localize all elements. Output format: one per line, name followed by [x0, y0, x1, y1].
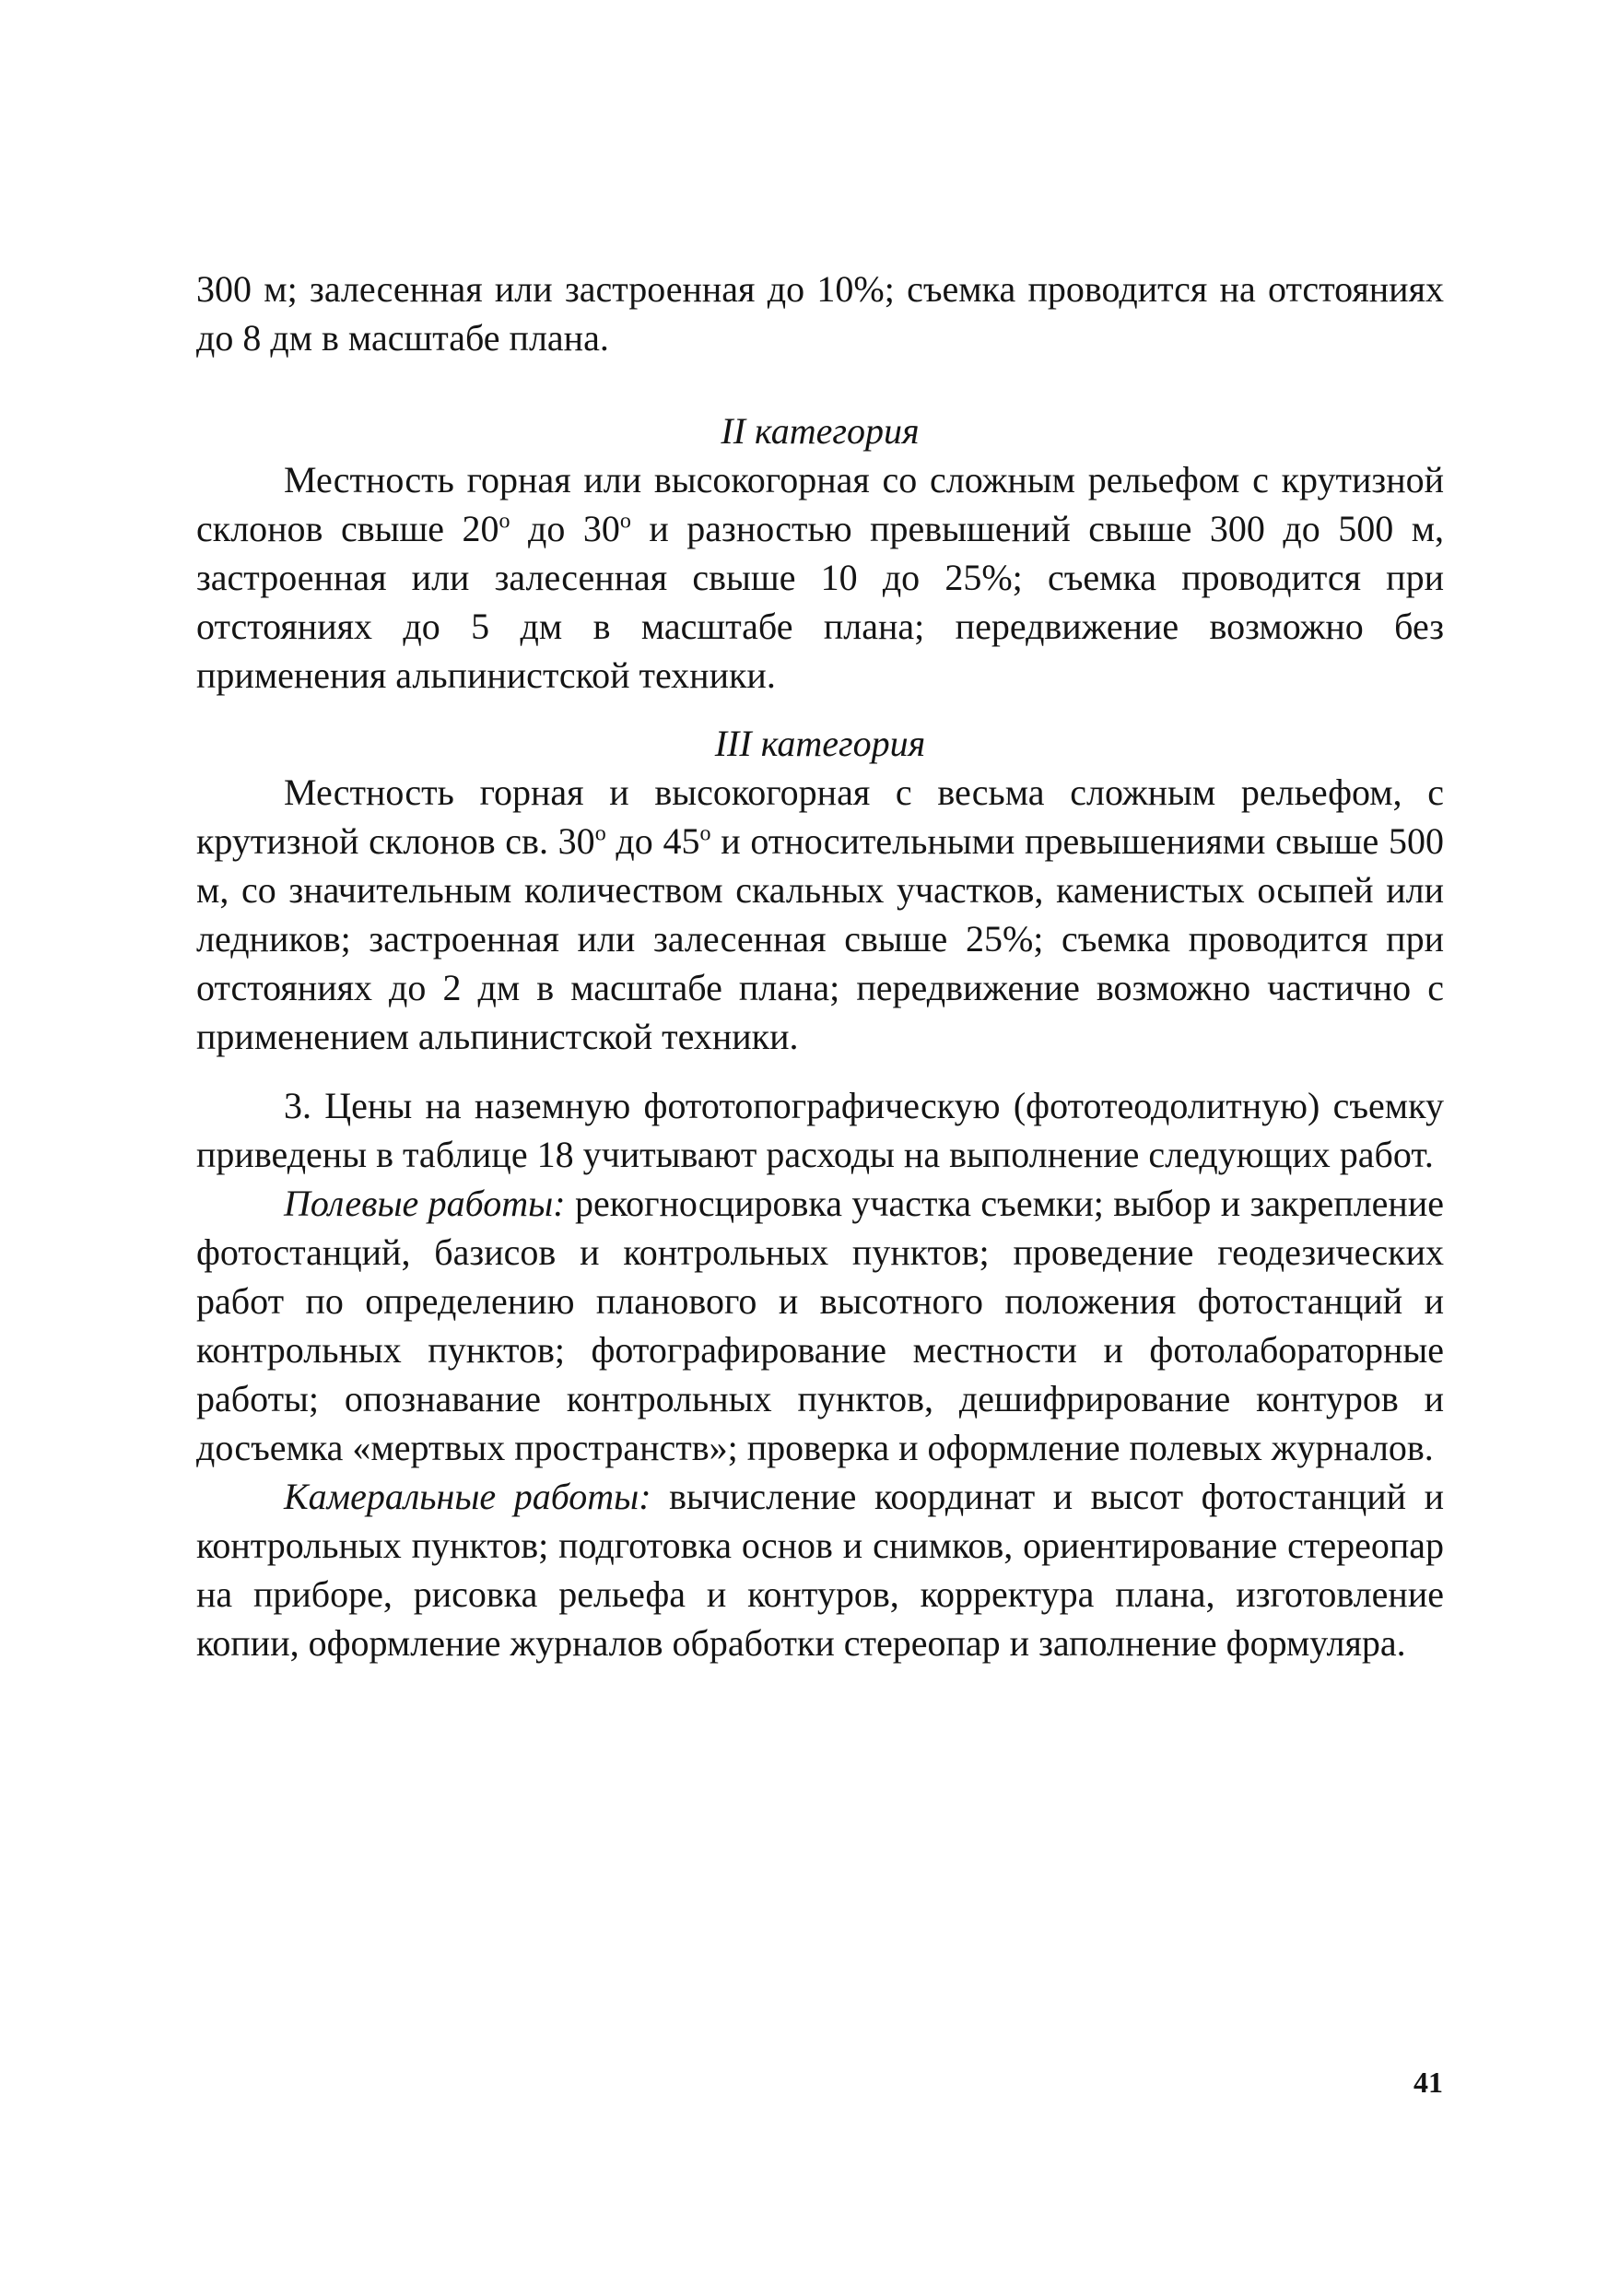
degree-sign: о: [699, 821, 711, 846]
category-3-paragraph: [196, 768, 1444, 1061]
degree-sign: о: [499, 509, 510, 534]
field-works-paragraph: [196, 1179, 1444, 1472]
office-works-label: Камеральные работы:: [284, 1476, 651, 1517]
category-2-text-a: Местность горная или высокогорная со сложным рельефом с крутизной склонов свыше 20: [196, 459, 1444, 549]
category-2-heading: II категория: [721, 410, 920, 452]
page-number: 41: [1413, 2066, 1443, 2099]
item-3-paragraph: [196, 1081, 1444, 1179]
category-3-section: [196, 719, 1444, 1061]
category-3-text-a: Местность горная и высокогорная с весьма сложным рельефом, с крутизной склонов св. 30: [196, 771, 1444, 862]
degree-sign: о: [619, 509, 631, 534]
category-3-text-c: и относительными превышениями свыше 500 м, со значительным количеством скальных участков, каменистых осыпей или ледников; застроенная или залесенная свыше 25%; съемка проводится при отстояниях до 2 дм в масштабе плана; передвижение возможно частично с применением альпинистской техники.: [196, 820, 1444, 1057]
item-3-section: [196, 1081, 1444, 1667]
item-3-number: 3.: [284, 1085, 311, 1126]
field-works-text: рекогносцировка участка съемки; выбор и закрепление фотостанций, базисов и контрольных пунктов; проведение геодезических работ по определению планового и высотного положения фотостанций и контрольных пунктов; фотографирование местности и фотолабораторные работы; опознавание контрольных пунктов, дешифрирование контуров и досъемка «мертвых пространств»; проверка и оформление полевых журналов.: [196, 1183, 1445, 1468]
office-works-paragraph: [196, 1472, 1444, 1667]
category-2-paragraph: [196, 455, 1444, 700]
category-3-text-b: до 45: [605, 820, 700, 862]
category-2-section: [196, 406, 1444, 700]
category-3-heading: III категория: [714, 723, 926, 764]
field-works-label: Полевые работы:: [284, 1183, 566, 1224]
category-2-text-c: и разностью превышений свыше 300 до 500 м, застроенная или залесенная свыше 10 до 25%; съемка проводится при отстояниях до 5 дм в масштабе плана; передвижение возможно без применения альпинистской техники.: [196, 508, 1445, 696]
office-works-text: вычисление координат и высот фотостанций и контрольных пунктов; подготовка основ и снимков, ориентирование стереопар на приборе, рисовка рельефа и контуров, корректура плана, изготовление копии, оформление журналов обработки стереопар и заполнение формуляра.: [196, 1476, 1445, 1664]
category-2-text-b: до 30: [510, 508, 620, 549]
degree-sign: о: [594, 821, 606, 846]
intro-paragraph: 300 м; залесенная или застроенная до 10%; съемка проводится на отстояниях до 8 дм в масштабе плана.: [196, 268, 1444, 359]
item-3-text: Цены на наземную фототопографическую (фототеодолитную) съемку приведены в таблице 18 учитывают расходы на выполнение следующих работ.: [196, 1085, 1444, 1175]
intro-block: [196, 265, 1444, 362]
